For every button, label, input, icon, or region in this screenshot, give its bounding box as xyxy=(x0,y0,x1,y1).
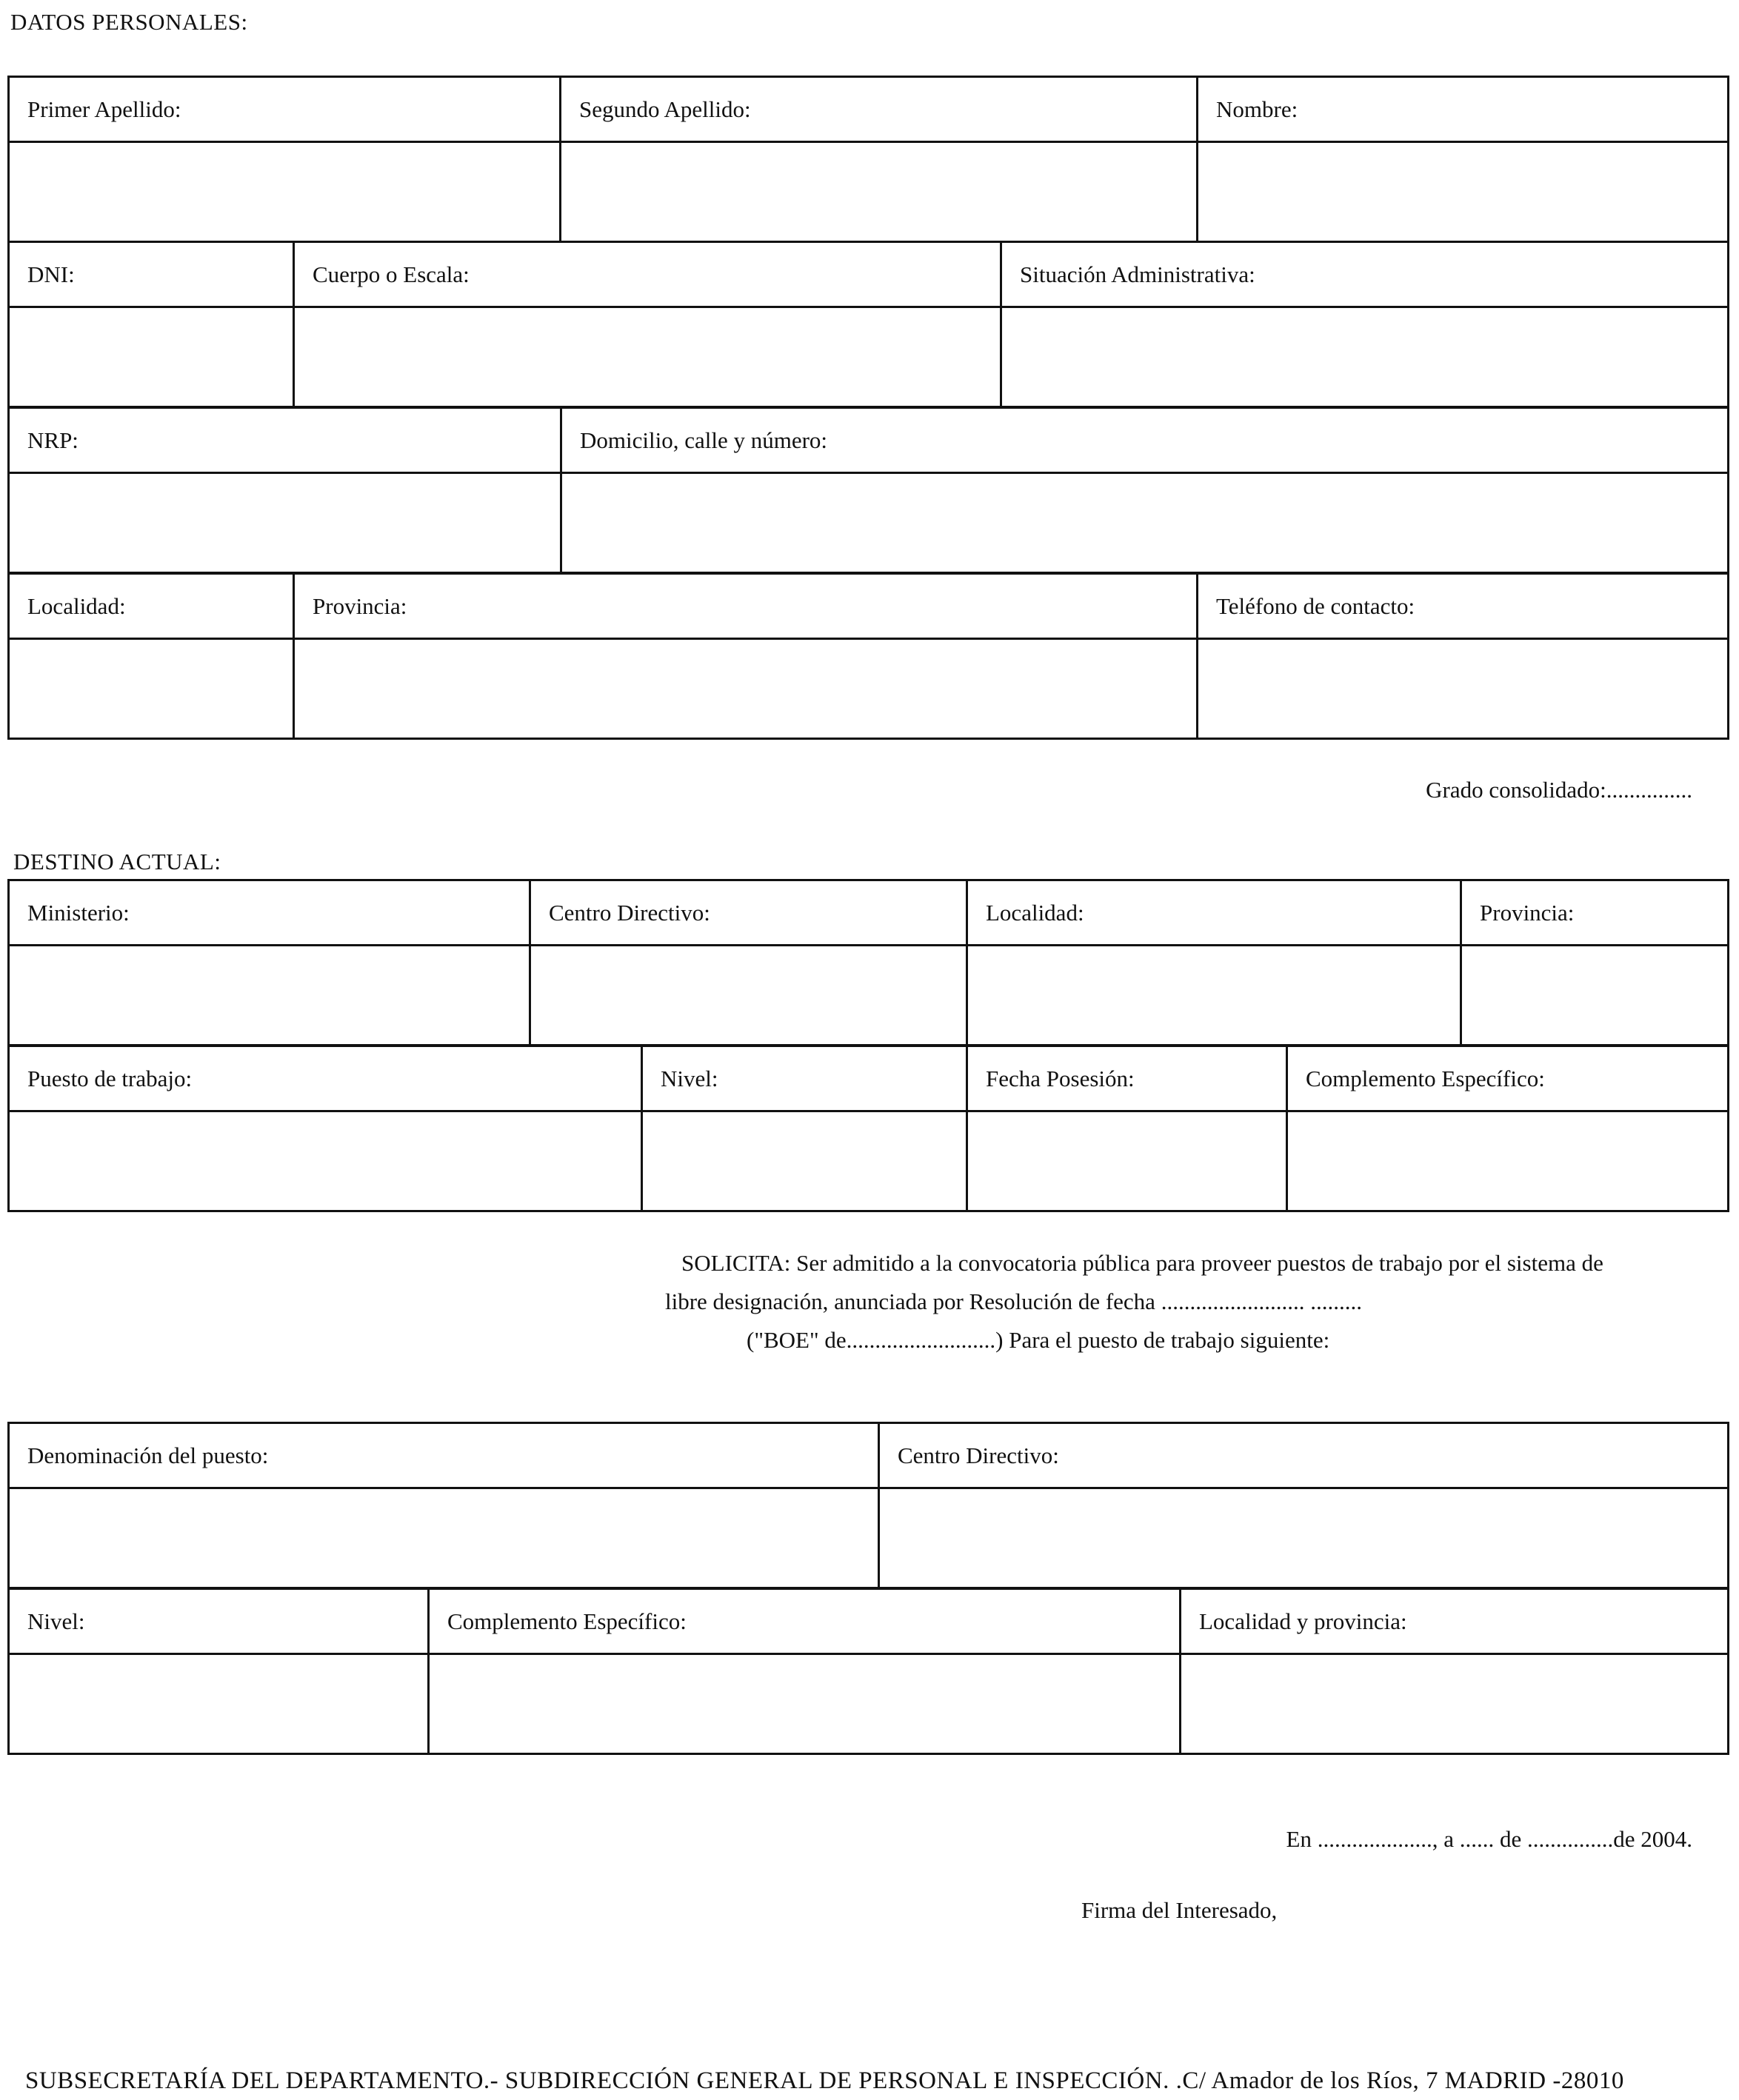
label-denominacion-puesto: Denominación del puesto: xyxy=(9,1423,879,1488)
label-puesto-trabajo: Puesto de trabajo: xyxy=(9,1046,642,1111)
field-nrp[interactable] xyxy=(9,473,561,573)
label-segundo-apellido: Segundo Apellido: xyxy=(561,77,1198,142)
solicita-line-3: ("BOE" de..........................) Para el puesto de trabajo siguiente: xyxy=(747,1327,1330,1353)
field-fecha-posesion[interactable] xyxy=(967,1111,1287,1211)
label-fecha-posesion: Fecha Posesión: xyxy=(967,1046,1287,1111)
label-dni: DNI: xyxy=(9,242,294,307)
field-ministerio[interactable] xyxy=(9,946,530,1046)
field-cuerpo-escala[interactable] xyxy=(294,307,1001,407)
label-complemento-puesto: Complemento Específico: xyxy=(429,1589,1181,1654)
fecha-line: En ...................., a ...... de ...............de 2004. xyxy=(1286,1826,1692,1852)
label-cuerpo-escala: Cuerpo o Escala: xyxy=(294,242,1001,307)
datos-personales-row3 xyxy=(7,407,1729,574)
field-localidad-provincia-puesto[interactable] xyxy=(1181,1654,1729,1754)
label-nombre: Nombre: xyxy=(1198,77,1729,142)
field-segundo-apellido[interactable] xyxy=(561,142,1198,242)
field-situacion-administrativa[interactable] xyxy=(1001,307,1729,407)
field-nivel-puesto[interactable] xyxy=(9,1654,429,1754)
label-localidad-provincia-puesto: Localidad y provincia: xyxy=(1181,1589,1729,1654)
label-telefono: Teléfono de contacto: xyxy=(1198,574,1729,639)
field-puesto-trabajo[interactable] xyxy=(9,1111,642,1211)
footer-address: SUBSECRETARÍA DEL DEPARTAMENTO.- SUBDIRECCIÓN GENERAL DE PERSONAL E INSPECCIÓN. .C/ Amador de los Ríos, 7 MADRID -28010 xyxy=(25,2067,1624,2094)
label-localidad: Localidad: xyxy=(9,574,294,639)
label-situacion-administrativa: Situación Administrativa: xyxy=(1001,242,1729,307)
label-centro-directivo: Centro Directivo: xyxy=(530,880,967,946)
field-complemento-puesto[interactable] xyxy=(429,1654,1181,1754)
field-provincia-destino[interactable] xyxy=(1461,946,1729,1046)
field-complemento-destino[interactable] xyxy=(1287,1111,1729,1211)
field-centro-directivo[interactable] xyxy=(530,946,967,1046)
label-complemento-destino: Complemento Específico: xyxy=(1287,1046,1729,1111)
datos-personales-row2 xyxy=(7,241,1729,408)
field-localidad-destino[interactable] xyxy=(967,946,1461,1046)
field-telefono[interactable] xyxy=(1198,639,1729,739)
label-nivel-puesto: Nivel: xyxy=(9,1589,429,1654)
label-domicilio: Domicilio, calle y número: xyxy=(561,408,1729,473)
datos-personales-row4 xyxy=(7,572,1729,740)
firma-interesado: Firma del Interesado, xyxy=(1081,1897,1278,1923)
label-provincia: Provincia: xyxy=(294,574,1198,639)
field-localidad[interactable] xyxy=(9,639,294,739)
puesto-solicitado-row1 xyxy=(7,1422,1729,1589)
datos-personales-row1 xyxy=(7,76,1729,243)
solicita-line-1: SOLICITA: Ser admitido a la convocatoria pública para proveer puestos de trabajo por el sistema de xyxy=(681,1250,1603,1276)
label-localidad-destino: Localidad: xyxy=(967,880,1461,946)
field-primer-apellido[interactable] xyxy=(9,142,561,242)
label-nrp: NRP: xyxy=(9,408,561,473)
label-ministerio: Ministerio: xyxy=(9,880,530,946)
label-centro-directivo-puesto: Centro Directivo: xyxy=(879,1423,1729,1488)
label-nivel-destino: Nivel: xyxy=(642,1046,967,1111)
destino-actual-row2 xyxy=(7,1045,1729,1212)
field-nombre[interactable] xyxy=(1198,142,1729,242)
field-provincia[interactable] xyxy=(294,639,1198,739)
solicita-line-2: libre designación, anunciada por Resolución de fecha ......................... ......... xyxy=(665,1288,1362,1314)
field-denominacion-puesto[interactable] xyxy=(9,1488,879,1588)
field-centro-directivo-puesto[interactable] xyxy=(879,1488,1729,1588)
field-nivel-destino[interactable] xyxy=(642,1111,967,1211)
section-heading-datos-personales: DATOS PERSONALES: xyxy=(10,9,248,35)
destino-actual-row1 xyxy=(7,879,1729,1046)
grado-consolidado: Grado consolidado:............... xyxy=(1426,777,1692,803)
puesto-solicitado-row2 xyxy=(7,1588,1729,1755)
field-domicilio[interactable] xyxy=(561,473,1729,573)
field-dni[interactable] xyxy=(9,307,294,407)
label-primer-apellido: Primer Apellido: xyxy=(9,77,561,142)
label-provincia-destino: Provincia: xyxy=(1461,880,1729,946)
section-heading-destino-actual: DESTINO ACTUAL: xyxy=(13,849,221,875)
